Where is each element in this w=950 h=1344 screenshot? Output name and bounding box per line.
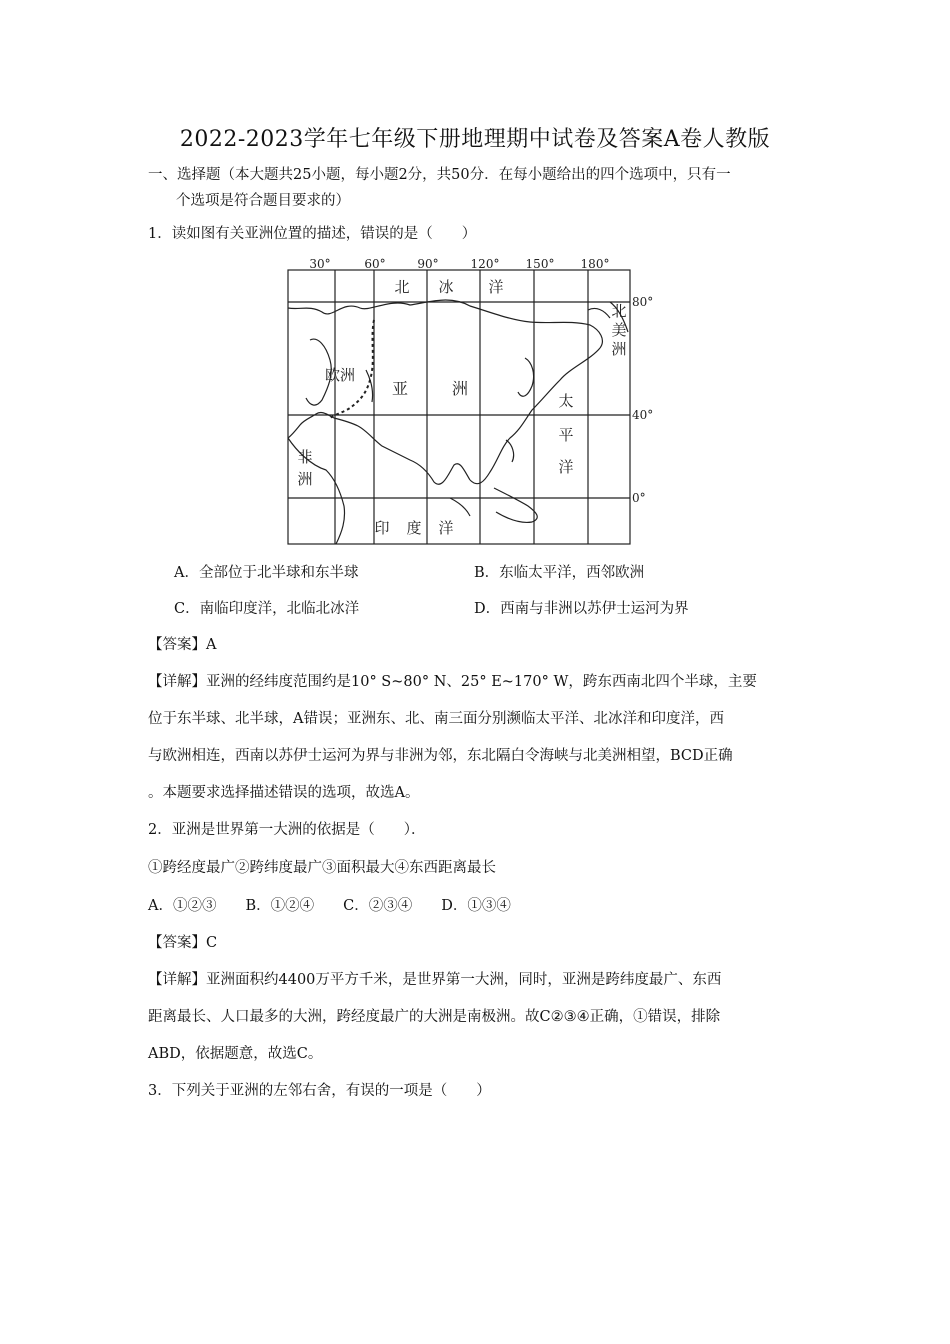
section-heading-line1: 一、选择题（本大题共25小题，每小题2分，共50分．在每小题给出的四个选项中，只有一 [148, 167, 731, 183]
q1-option-b: B．东临太平洋，西邻欧洲 [474, 565, 645, 581]
pacific-label-1: 太 [558, 392, 574, 410]
asia-location-map [270, 250, 665, 550]
indian-label-3: 洋 [438, 519, 454, 537]
q2-items: ①跨经度最广②跨纬度最广③面积最大④东西距离最长 [148, 860, 496, 876]
lon-label-30: 30° [309, 257, 331, 271]
north-america-label-2: 美 [611, 321, 627, 339]
indian-label-2: 度 [406, 519, 422, 537]
pacific-label-2: 平 [558, 426, 574, 444]
section-heading [148, 162, 808, 214]
coastlines [288, 300, 628, 544]
q2-answer: 【答案】C [148, 935, 218, 951]
pacific-label-3: 洋 [558, 458, 574, 476]
page-title: 2022-2023学年七年级下册地理期中试卷及答案A卷人教版 [179, 127, 771, 152]
q1-stem: 1．读如图有关亚洲位置的描述，错误的是（ ） [148, 226, 477, 242]
q1-detail-line3: 与欧洲相连，西南以苏伊士运河为界与非洲为邻，东北隔白令海峡与北美洲相望，BCD正确 [148, 748, 733, 764]
europe-label: 欧洲 [324, 366, 356, 384]
asia-label-2: 洲 [451, 379, 469, 398]
north-america-label-1: 北 [611, 302, 627, 320]
q1-answer: 【答案】A [148, 637, 217, 653]
q3-stem: 3．下列关于亚洲的左邻右舍，有误的一项是（ ） [148, 1083, 491, 1099]
arctic-label-3: 洋 [488, 278, 504, 296]
lat-label-80: 80° [632, 295, 654, 309]
arctic-label-2: 冰 [438, 278, 454, 296]
q2-options: A．①②③ B．①②④ C．②③④ D．①③④ [148, 898, 511, 914]
q1-detail-line1: 【详解】亚洲的经纬度范围约是10° S~80° N、25° E~170° W，跨东西南北四个半球，主要 [148, 674, 757, 690]
lon-label-180: 180° [580, 257, 610, 271]
q2-detail-line1: 【详解】亚洲面积约4400万平方千米，是世界第一大洲，同时，亚洲是跨纬度最广、东西 [148, 972, 722, 988]
lon-label-90: 90° [417, 257, 439, 271]
q1-option-c: C．南临印度洋，北临北冰洋 [174, 601, 360, 617]
lon-label-120: 120° [470, 257, 500, 271]
lat-label-40: 40° [632, 408, 654, 422]
lon-label-150: 150° [525, 257, 555, 271]
section-heading-line2: 个选项是符合题目要求的） [176, 193, 350, 209]
asia-label-1: 亚 [391, 379, 409, 398]
arctic-label-1: 北 [394, 278, 410, 296]
north-america-label-3: 洲 [611, 340, 627, 358]
lat-label-0: 0° [632, 491, 646, 505]
q1-option-d: D．西南与非洲以苏伊士运河为界 [474, 601, 689, 617]
q2-stem: 2．亚洲是世界第一大洲的依据是（ ）． [148, 822, 426, 838]
q1-option-a: A．全部位于北半球和东半球 [174, 565, 359, 581]
q1-detail-line4: 。本题要求选择描述错误的选项，故选A。 [148, 785, 420, 801]
africa-label-2: 洲 [297, 470, 313, 488]
lon-label-60: 60° [364, 257, 386, 271]
indian-label-1: 印 [374, 519, 390, 537]
q1-detail-line2: 位于东半球、北半球，A错误；亚洲东、北、南三面分别濒临太平洋、北冰洋和印度洋，西 [148, 711, 724, 727]
q2-detail-line2: 距离最长、人口最多的大洲，跨经度最广的大洲是南极洲。故C②③④正确，①错误，排除 [148, 1009, 721, 1025]
q2-detail-line3: ABD，依据题意，故选C。 [148, 1046, 323, 1062]
africa-label-1: 非 [297, 448, 313, 466]
